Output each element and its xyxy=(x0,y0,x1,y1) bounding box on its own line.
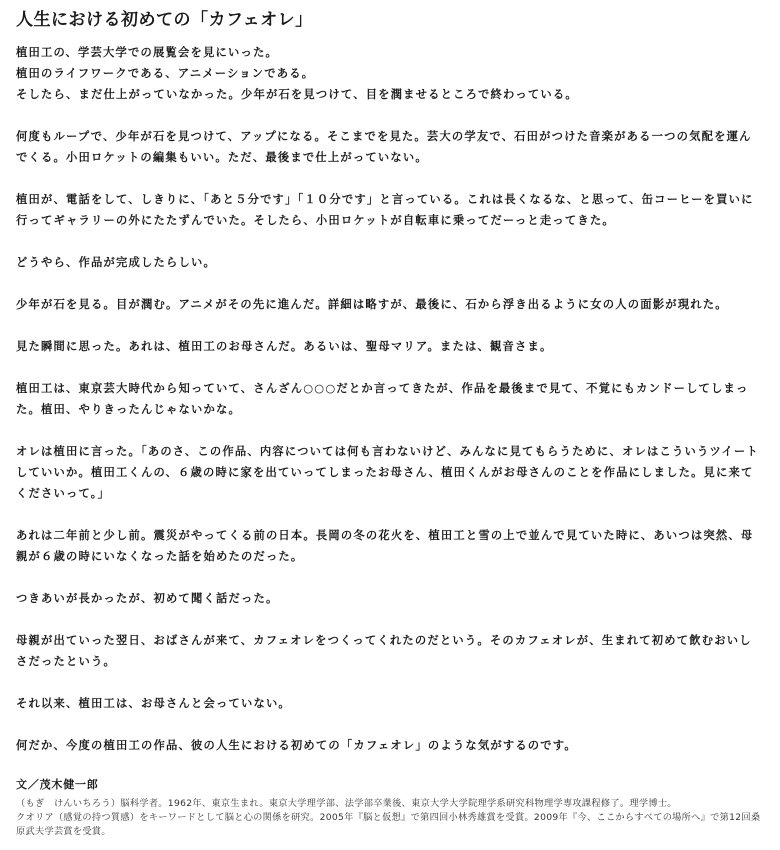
paragraph-11: 母親が出ていった翌日、おばさんが来て、カフェオレをつくってくれたのだという。そのカフェオレが、生まれて初めて飲むおいしさだったという。 xyxy=(16,634,752,668)
paragraph-4: どうやら、作品が完成したらしい。 xyxy=(16,256,216,269)
paragraph-6: 見た瞬間に思った。あれは、植田工のお母さんだ。あるいは、聖母マリア。または、観音さま。 xyxy=(16,340,553,353)
paragraph-7: 植田工は、東京芸大時代から知っていて、さんざん○○○だとか言ってきたが、作品を最後まで見て、不覚にもカンドーしてしまった。植田、やりきったんじゃないかな。 xyxy=(16,382,749,416)
paragraph-1: 植田工の、学芸大学での展覧会を見にいった。 植田のライフワークである、アニメーションである。 そしたら、まだ仕上がっていなかった。少年が石を見つけて、目を潤ませるところで終わっている。 xyxy=(16,46,578,101)
author-byline: 文／茂木健一郎 xyxy=(16,778,99,791)
article-body xyxy=(16,42,764,756)
paragraph-2: 何度もループで、少年が石を見つけて、アップになる。そこまでを見た。芸大の学友で、石田がつけた音楽がある一つの気配を運んでくる。小田ロケットの編集もいい。ただ、最後まで仕上がっていない。 xyxy=(16,130,752,164)
paragraph-10: つきあいが長かったが、初めて聞く話だった。 xyxy=(16,592,279,605)
paragraph-3: 植田が、電話をして、しきりに、「あと５分です」「１０分です」と言っている。これは長くなるな、と思って、缶コーヒーを買いに行ってギャラリーの外にたたずんでいた。そしたら、小田ロケットが自転車に乗ってだーっと走ってきた。 xyxy=(16,193,754,227)
paragraph-12: それ以来、植田工は、お母さんと会っていない。 xyxy=(16,697,291,710)
paragraph-5: 少年が石を見る。目が潤む。アニメがその先に進んだ。詳細は略すが、最後に、石から浮き出るように女の人の面影が現れた。 xyxy=(16,298,728,311)
paragraph-9: あれは二年前と少し前。震災がやってくる前の日本。長岡の冬の花火を、植田工と雪の上で並んで見ていた時に、あいつは突然、母親が６歳の時にいなくなった話を始めたのだった。 xyxy=(16,529,754,563)
author-bio: （もぎ けんいちろう）脳科学者。1962年、東京生まれ。東京大学理学部、法学部卒業後、東京大学大学院理学系研究科物理学専攻課程修了。理学博士。 クオリア（感覚の持つ質感）をキーワードとして脳と心の関係を研究。2005年『脳と仮想』で第四回小林秀雄賞を受賞。2009年『今、ここからすべての場所へ』で第12回桑原武夫学芸賞を受賞。 xyxy=(16,798,761,837)
paragraph-8: オレは植田に言った。「あのさ、この作品、内容については何も言わないけど、みんなに見てもらうために、オレはこういうツイートしていいか。植田工くんの、６歳の時に家を出ていってしまったお母さん、植田くんがお母さんのことを作品にしました。見に来てくださいって。」 xyxy=(16,445,759,500)
paragraph-13: 何だか、今度の植田工の作品、彼の人生における初めての「カフェオレ」のような気がするのです。 xyxy=(16,739,577,752)
article-title: 人生における初めての「カフェオレ」 xyxy=(16,10,313,30)
